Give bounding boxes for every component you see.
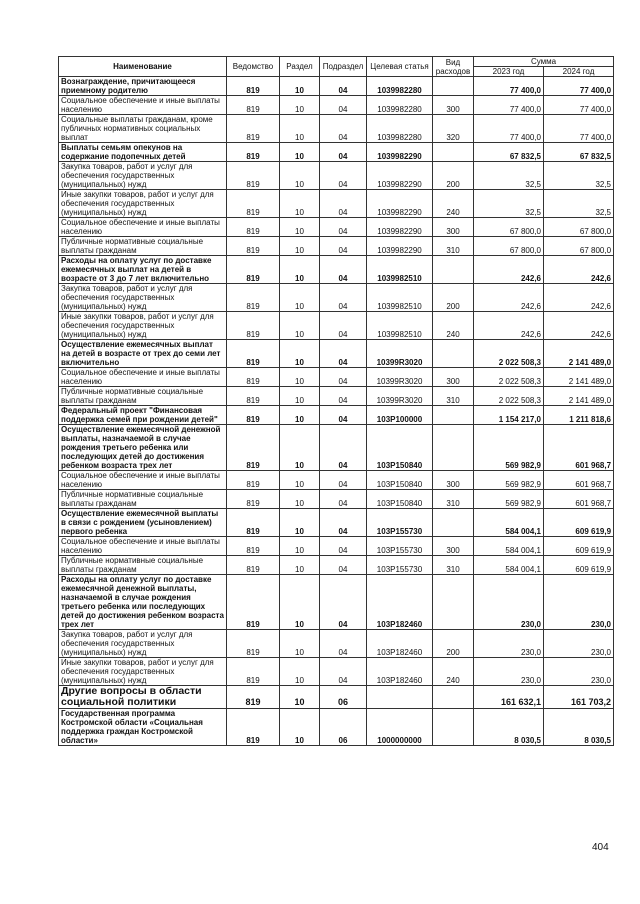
cell-sum-2024: 601 968,7 [544, 490, 614, 509]
cell-sum-2024: 67 800,0 [544, 237, 614, 256]
cell-sum-2024: 2 141 489,0 [544, 387, 614, 406]
cell-target: 1039982290 [367, 190, 433, 218]
table-row [59, 556, 614, 575]
table-row [59, 77, 614, 96]
cell-sum-2024: 230,0 [544, 575, 614, 630]
cell-exptype: 310 [433, 387, 474, 406]
cell-dept: 819 [227, 537, 280, 556]
cell-exptype: 240 [433, 312, 474, 340]
cell-exptype [433, 340, 474, 368]
cell-name: Публичные нормативные социальные выплаты гражданам [59, 556, 227, 575]
cell-target: 1039982510 [367, 256, 433, 284]
cell-section: 10 [280, 368, 320, 387]
header-subsection: Подраздел [320, 57, 367, 77]
cell-dept: 819 [227, 406, 280, 425]
cell-name: Осуществление ежемесячных выплат на детей в возрасте от трех до семи лет включительно [59, 340, 227, 368]
cell-exptype: 300 [433, 96, 474, 115]
cell-exptype [433, 575, 474, 630]
cell-sum-2024: 32,5 [544, 162, 614, 190]
cell-sum-2024: 609 619,9 [544, 537, 614, 556]
cell-section: 10 [280, 686, 320, 709]
cell-section: 10 [280, 509, 320, 537]
table-row [59, 575, 614, 630]
cell-exptype [433, 143, 474, 162]
cell-sum-2024: 161 703,2 [544, 686, 614, 709]
table-row [59, 115, 614, 143]
cell-dept: 819 [227, 340, 280, 368]
cell-sum-2023: 569 982,9 [474, 425, 544, 471]
cell-name: Публичные нормативные социальные выплаты гражданам [59, 237, 227, 256]
cell-section: 10 [280, 658, 320, 686]
cell-section: 10 [280, 556, 320, 575]
cell-dept: 819 [227, 368, 280, 387]
cell-sum-2023: 242,6 [474, 256, 544, 284]
cell-subsection: 04 [320, 162, 367, 190]
cell-name: Закупка товаров, работ и услуг для обеспечения государственных (муниципальных) нужд [59, 284, 227, 312]
cell-target: 1039982510 [367, 312, 433, 340]
cell-section: 10 [280, 162, 320, 190]
cell-sum-2023: 584 004,1 [474, 509, 544, 537]
cell-subsection: 04 [320, 471, 367, 490]
cell-sum-2023: 77 400,0 [474, 115, 544, 143]
cell-exptype [433, 509, 474, 537]
cell-sum-2024: 242,6 [544, 284, 614, 312]
table-row [59, 237, 614, 256]
table-row [59, 190, 614, 218]
cell-exptype [433, 406, 474, 425]
cell-exptype: 310 [433, 490, 474, 509]
cell-sum-2023: 161 632,1 [474, 686, 544, 709]
cell-sum-2024: 230,0 [544, 630, 614, 658]
cell-subsection: 04 [320, 143, 367, 162]
cell-exptype: 300 [433, 537, 474, 556]
cell-section: 10 [280, 190, 320, 218]
cell-exptype: 300 [433, 471, 474, 490]
cell-name: Закупка товаров, работ и услуг для обеспечения государственных (муниципальных) нужд [59, 162, 227, 190]
cell-sum-2023: 569 982,9 [474, 471, 544, 490]
cell-sum-2024: 230,0 [544, 658, 614, 686]
table-row [59, 218, 614, 237]
cell-name: Расходы на оплату услуг по доставке ежемесячных выплат на детей в возрасте от 3 до 7 лет включительно [59, 256, 227, 284]
cell-sum-2024: 67 800,0 [544, 218, 614, 237]
cell-section: 10 [280, 406, 320, 425]
cell-dept: 819 [227, 556, 280, 575]
cell-target: 103P155730 [367, 537, 433, 556]
cell-dept: 819 [227, 425, 280, 471]
table-row [59, 471, 614, 490]
cell-target: 1039982290 [367, 218, 433, 237]
cell-sum-2023: 77 400,0 [474, 77, 544, 96]
cell-name: Социальное обеспечение и иные выплаты населению [59, 96, 227, 115]
cell-sum-2024: 601 968,7 [544, 425, 614, 471]
cell-target: 103P150840 [367, 471, 433, 490]
cell-subsection: 04 [320, 630, 367, 658]
cell-target: 10399R3020 [367, 340, 433, 368]
cell-sum-2023: 242,6 [474, 284, 544, 312]
cell-exptype [433, 686, 474, 709]
cell-subsection: 04 [320, 284, 367, 312]
cell-sum-2024: 1 211 818,6 [544, 406, 614, 425]
cell-name: Государственная программа Костромской области «Социальная поддержка граждан Костромской области» [59, 709, 227, 746]
cell-exptype [433, 77, 474, 96]
cell-exptype: 240 [433, 658, 474, 686]
table-row [59, 162, 614, 190]
cell-sum-2024: 77 400,0 [544, 115, 614, 143]
cell-dept: 819 [227, 630, 280, 658]
cell-name: Иные закупки товаров, работ и услуг для обеспечения государственных (муниципальных) нужд [59, 312, 227, 340]
cell-section: 10 [280, 425, 320, 471]
table-row [59, 509, 614, 537]
cell-name: Социальное обеспечение и иные выплаты населению [59, 218, 227, 237]
cell-name: Социальное обеспечение и иные выплаты населению [59, 471, 227, 490]
header-section: Раздел [280, 57, 320, 77]
cell-section: 10 [280, 312, 320, 340]
cell-dept: 819 [227, 686, 280, 709]
cell-sum-2024: 77 400,0 [544, 77, 614, 96]
cell-section: 10 [280, 237, 320, 256]
cell-target: 103P150840 [367, 425, 433, 471]
cell-exptype [433, 256, 474, 284]
cell-subsection: 04 [320, 575, 367, 630]
cell-subsection: 04 [320, 218, 367, 237]
cell-dept: 819 [227, 575, 280, 630]
cell-name: Выплаты семьям опекунов на содержание подопечных детей [59, 143, 227, 162]
cell-dept: 819 [227, 509, 280, 537]
cell-dept: 819 [227, 312, 280, 340]
cell-exptype: 200 [433, 162, 474, 190]
cell-target: 103P182460 [367, 658, 433, 686]
cell-dept: 819 [227, 658, 280, 686]
cell-sum-2024: 77 400,0 [544, 96, 614, 115]
cell-dept: 819 [227, 115, 280, 143]
cell-subsection: 04 [320, 368, 367, 387]
cell-subsection: 04 [320, 190, 367, 218]
table-body [59, 77, 614, 746]
cell-sum-2023: 2 022 508,3 [474, 340, 544, 368]
cell-sum-2023: 569 982,9 [474, 490, 544, 509]
cell-dept: 819 [227, 190, 280, 218]
cell-subsection: 04 [320, 537, 367, 556]
cell-subsection: 04 [320, 77, 367, 96]
cell-subsection: 04 [320, 490, 367, 509]
page-number: 404 [592, 842, 609, 853]
cell-section: 10 [280, 537, 320, 556]
cell-sum-2023: 2 022 508,3 [474, 368, 544, 387]
cell-sum-2024: 2 141 489,0 [544, 340, 614, 368]
cell-dept: 819 [227, 237, 280, 256]
cell-target: 103P182460 [367, 575, 433, 630]
cell-sum-2023: 230,0 [474, 575, 544, 630]
table-row [59, 96, 614, 115]
cell-subsection: 04 [320, 406, 367, 425]
cell-target: 1000000000 [367, 709, 433, 746]
table-row [59, 425, 614, 471]
cell-section: 10 [280, 575, 320, 630]
table-row [59, 284, 614, 312]
cell-exptype: 240 [433, 190, 474, 218]
cell-dept: 819 [227, 709, 280, 746]
cell-section: 10 [280, 387, 320, 406]
cell-section: 10 [280, 490, 320, 509]
cell-section: 10 [280, 143, 320, 162]
table-row [59, 340, 614, 368]
cell-exptype: 300 [433, 218, 474, 237]
cell-dept: 819 [227, 143, 280, 162]
cell-dept: 819 [227, 218, 280, 237]
cell-exptype: 200 [433, 630, 474, 658]
cell-dept: 819 [227, 490, 280, 509]
cell-target: 103P150840 [367, 490, 433, 509]
cell-sum-2024: 242,6 [544, 312, 614, 340]
cell-subsection: 04 [320, 387, 367, 406]
cell-name: Другие вопросы в области социальной политики [59, 686, 227, 709]
header-target: Целевая статья [367, 57, 433, 77]
cell-section: 10 [280, 340, 320, 368]
cell-subsection: 04 [320, 556, 367, 575]
cell-sum-2023: 230,0 [474, 630, 544, 658]
table-row [59, 686, 614, 709]
header-exptype: Вид расходов [433, 57, 474, 77]
cell-sum-2023: 584 004,1 [474, 537, 544, 556]
cell-subsection: 06 [320, 686, 367, 709]
cell-subsection: 04 [320, 115, 367, 143]
cell-section: 10 [280, 709, 320, 746]
cell-name: Расходы на оплату услуг по доставке ежемесячной денежной выплаты, назначаемой в случае рождения третьего ребенка или последующих детей до достижения ребенком возраста трех лет [59, 575, 227, 630]
cell-exptype [433, 425, 474, 471]
cell-sum-2023: 32,5 [474, 162, 544, 190]
cell-sum-2024: 2 141 489,0 [544, 368, 614, 387]
cell-sum-2024: 67 832,5 [544, 143, 614, 162]
cell-sum-2023: 8 030,5 [474, 709, 544, 746]
cell-section: 10 [280, 115, 320, 143]
cell-subsection: 06 [320, 709, 367, 746]
cell-section: 10 [280, 630, 320, 658]
cell-subsection: 04 [320, 96, 367, 115]
header-year-2023: 2023 год [474, 67, 544, 77]
cell-target: 103P155730 [367, 556, 433, 575]
cell-dept: 819 [227, 284, 280, 312]
cell-name: Публичные нормативные социальные выплаты гражданам [59, 387, 227, 406]
cell-name: Вознаграждение, причитающееся приемному родителю [59, 77, 227, 96]
table-row [59, 312, 614, 340]
cell-name: Социальное обеспечение и иные выплаты населению [59, 368, 227, 387]
cell-sum-2023: 67 832,5 [474, 143, 544, 162]
table-row [59, 368, 614, 387]
table-row [59, 658, 614, 686]
cell-sum-2023: 230,0 [474, 658, 544, 686]
table-row [59, 406, 614, 425]
cell-name: Социальные выплаты гражданам, кроме публичных нормативных социальных выплат [59, 115, 227, 143]
cell-subsection: 04 [320, 425, 367, 471]
budget-table [58, 56, 614, 746]
cell-exptype: 310 [433, 237, 474, 256]
cell-sum-2024: 609 619,9 [544, 556, 614, 575]
cell-sum-2023: 77 400,0 [474, 96, 544, 115]
cell-section: 10 [280, 284, 320, 312]
cell-section: 10 [280, 471, 320, 490]
cell-exptype [433, 709, 474, 746]
header-row-1 [59, 57, 614, 67]
cell-subsection: 04 [320, 312, 367, 340]
cell-target: 1039982280 [367, 115, 433, 143]
table-row [59, 537, 614, 556]
cell-subsection: 04 [320, 509, 367, 537]
cell-subsection: 04 [320, 340, 367, 368]
cell-dept: 819 [227, 162, 280, 190]
cell-sum-2023: 67 800,0 [474, 218, 544, 237]
cell-sum-2024: 601 968,7 [544, 471, 614, 490]
cell-section: 10 [280, 256, 320, 284]
cell-sum-2023: 67 800,0 [474, 237, 544, 256]
cell-sum-2023: 32,5 [474, 190, 544, 218]
cell-section: 10 [280, 77, 320, 96]
cell-subsection: 04 [320, 658, 367, 686]
cell-target: 103P100000 [367, 406, 433, 425]
table-row [59, 490, 614, 509]
cell-target [367, 686, 433, 709]
cell-dept: 819 [227, 387, 280, 406]
cell-name: Закупка товаров, работ и услуг для обеспечения государственных (муниципальных) нужд [59, 630, 227, 658]
cell-target: 10399R3020 [367, 387, 433, 406]
table-row [59, 630, 614, 658]
cell-sum-2024: 609 619,9 [544, 509, 614, 537]
table-row [59, 387, 614, 406]
cell-name: Публичные нормативные социальные выплаты гражданам [59, 490, 227, 509]
cell-section: 10 [280, 218, 320, 237]
cell-name: Федеральный проект "Финансовая поддержка семей при рождении детей" [59, 406, 227, 425]
cell-exptype: 300 [433, 368, 474, 387]
cell-target: 1039982290 [367, 162, 433, 190]
cell-target: 103P182460 [367, 630, 433, 658]
cell-sum-2023: 242,6 [474, 312, 544, 340]
cell-exptype: 320 [433, 115, 474, 143]
cell-sum-2023: 584 004,1 [474, 556, 544, 575]
cell-name: Иные закупки товаров, работ и услуг для обеспечения государственных (муниципальных) нужд [59, 658, 227, 686]
cell-sum-2023: 2 022 508,3 [474, 387, 544, 406]
table-row [59, 709, 614, 746]
cell-exptype: 310 [433, 556, 474, 575]
header-name: Наименование [59, 57, 227, 77]
cell-exptype: 200 [433, 284, 474, 312]
cell-target: 10399R3020 [367, 368, 433, 387]
cell-sum-2024: 8 030,5 [544, 709, 614, 746]
table-row [59, 256, 614, 284]
cell-section: 10 [280, 96, 320, 115]
cell-name: Осуществление ежемесячной выплаты в связи с рождением (усыновлением) первого ребенка [59, 509, 227, 537]
cell-sum-2023: 1 154 217,0 [474, 406, 544, 425]
header-dept: Ведомство [227, 57, 280, 77]
header-sum: Сумма [474, 57, 614, 67]
cell-sum-2024: 32,5 [544, 190, 614, 218]
cell-target: 1039982510 [367, 284, 433, 312]
cell-dept: 819 [227, 471, 280, 490]
cell-dept: 819 [227, 256, 280, 284]
cell-name: Социальное обеспечение и иные выплаты населению [59, 537, 227, 556]
cell-dept: 819 [227, 77, 280, 96]
cell-target: 1039982280 [367, 77, 433, 96]
cell-dept: 819 [227, 96, 280, 115]
cell-target: 1039982290 [367, 237, 433, 256]
cell-name: Иные закупки товаров, работ и услуг для обеспечения государственных (муниципальных) нужд [59, 190, 227, 218]
cell-sum-2024: 242,6 [544, 256, 614, 284]
cell-target: 1039982280 [367, 96, 433, 115]
cell-name: Осуществление ежемесячной денежной выплаты, назначаемой в случае рождения третьего ребенка или последующих детей до достижения ребенком возраста трех лет [59, 425, 227, 471]
table-row [59, 143, 614, 162]
cell-target: 103P155730 [367, 509, 433, 537]
cell-subsection: 04 [320, 256, 367, 284]
cell-subsection: 04 [320, 237, 367, 256]
header-year-2024: 2024 год [544, 67, 614, 77]
cell-target: 1039982290 [367, 143, 433, 162]
